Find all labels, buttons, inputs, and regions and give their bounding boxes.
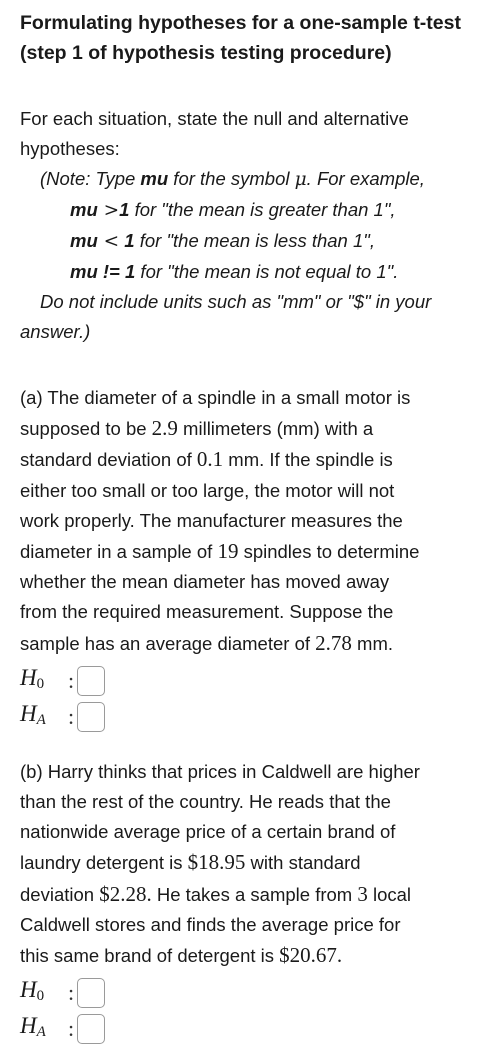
part-a-line-3: standard deviation of 0.1 mm. If the spindle is — [20, 447, 393, 472]
part-a — [20, 383, 475, 735]
title-line-2: (step 1 of hypothesis testing procedure) — [20, 42, 392, 64]
alternative-hypothesis-label: $H_A$ — [20, 1013, 46, 1041]
intro-line-2: hypotheses: — [20, 138, 120, 159]
part-b-alt-row: $H_A$ : — [20, 1011, 475, 1047]
part-b-line-7: this same brand of detergent is $20.67. — [20, 943, 343, 968]
part-a-alt-row: $H_A$ : — [20, 699, 475, 735]
part-a-alternative-hypothesis-input[interactable] — [77, 702, 105, 732]
part-b-null-row: $H_0$ : — [20, 975, 475, 1011]
part-a-line-8: from the required measurement. Suppose the — [20, 601, 394, 623]
note-line-2: mu >1 for "the mean is greater than 1", — [70, 199, 396, 221]
part-b-line-2: than the rest of the country. He reads that the — [20, 791, 391, 813]
part-b-line-5: deviation $2.28. He takes a sample from 3 local — [20, 881, 412, 906]
part-b-alternative-hypothesis-input[interactable] — [77, 1014, 105, 1044]
part-b-hypotheses — [20, 975, 475, 1047]
null-hypothesis-label: $H_0$ — [20, 664, 45, 692]
part-b-line-1: (b) Harry thinks that prices in Caldwell are higher — [20, 760, 420, 782]
page-title — [20, 8, 475, 68]
part-a-line-6: diameter in a sample of 19 spindles to determine — [20, 539, 420, 564]
part-a-hypotheses — [20, 663, 475, 735]
note-line-6: answer.) — [20, 321, 91, 342]
part-a-line-2: supposed to be 2.9 millimeters (mm) with a — [20, 416, 374, 441]
part-a-line-4: either too small or too large, the motor will not — [20, 479, 395, 501]
note-line-5: Do not include units such as "mm" or "$" in your — [40, 291, 432, 312]
part-b-line-6: Caldwell stores and finds the average price for — [20, 913, 401, 935]
instructions — [20, 104, 475, 164]
title-line-1: Formulating hypotheses for a one-sample t-test — [20, 12, 461, 34]
part-a-null-row: $H_0$ : — [20, 663, 475, 699]
part-a-null-hypothesis-input[interactable] — [77, 666, 105, 696]
part-b-null-hypothesis-input[interactable] — [77, 978, 105, 1008]
note-line-4: mu != 1 for "the mean is not equal to 1". — [70, 261, 399, 282]
part-b — [20, 757, 475, 1047]
part-a-line-5: work properly. The manufacturer measures the — [20, 509, 403, 531]
alternative-hypothesis-label: $H_A$ — [20, 700, 46, 728]
part-a-line-7: whether the mean diameter has moved away — [20, 571, 390, 593]
mu-symbol: μ — [294, 169, 307, 190]
null-hypothesis-label: $H_0$ — [20, 977, 45, 1005]
intro-line-1: For each situation, state the null and alternative — [20, 108, 409, 129]
part-b-line-4: laundry detergent is $18.95 with standard — [20, 850, 361, 875]
problem-page — [20, 8, 475, 1047]
note-block — [20, 164, 475, 347]
note-line-3: mu < 1 for "the mean is less than 1", — [70, 230, 375, 252]
note-line-1: (Note: Type mu for the symbol μ. For example, — [40, 168, 425, 190]
part-b-line-3: nationwide average price of a certain brand of — [20, 821, 396, 843]
part-a-line-1: (a) The diameter of a spindle in a small motor is — [20, 387, 411, 408]
part-a-line-9: sample has an average diameter of 2.78 mm. — [20, 630, 394, 655]
